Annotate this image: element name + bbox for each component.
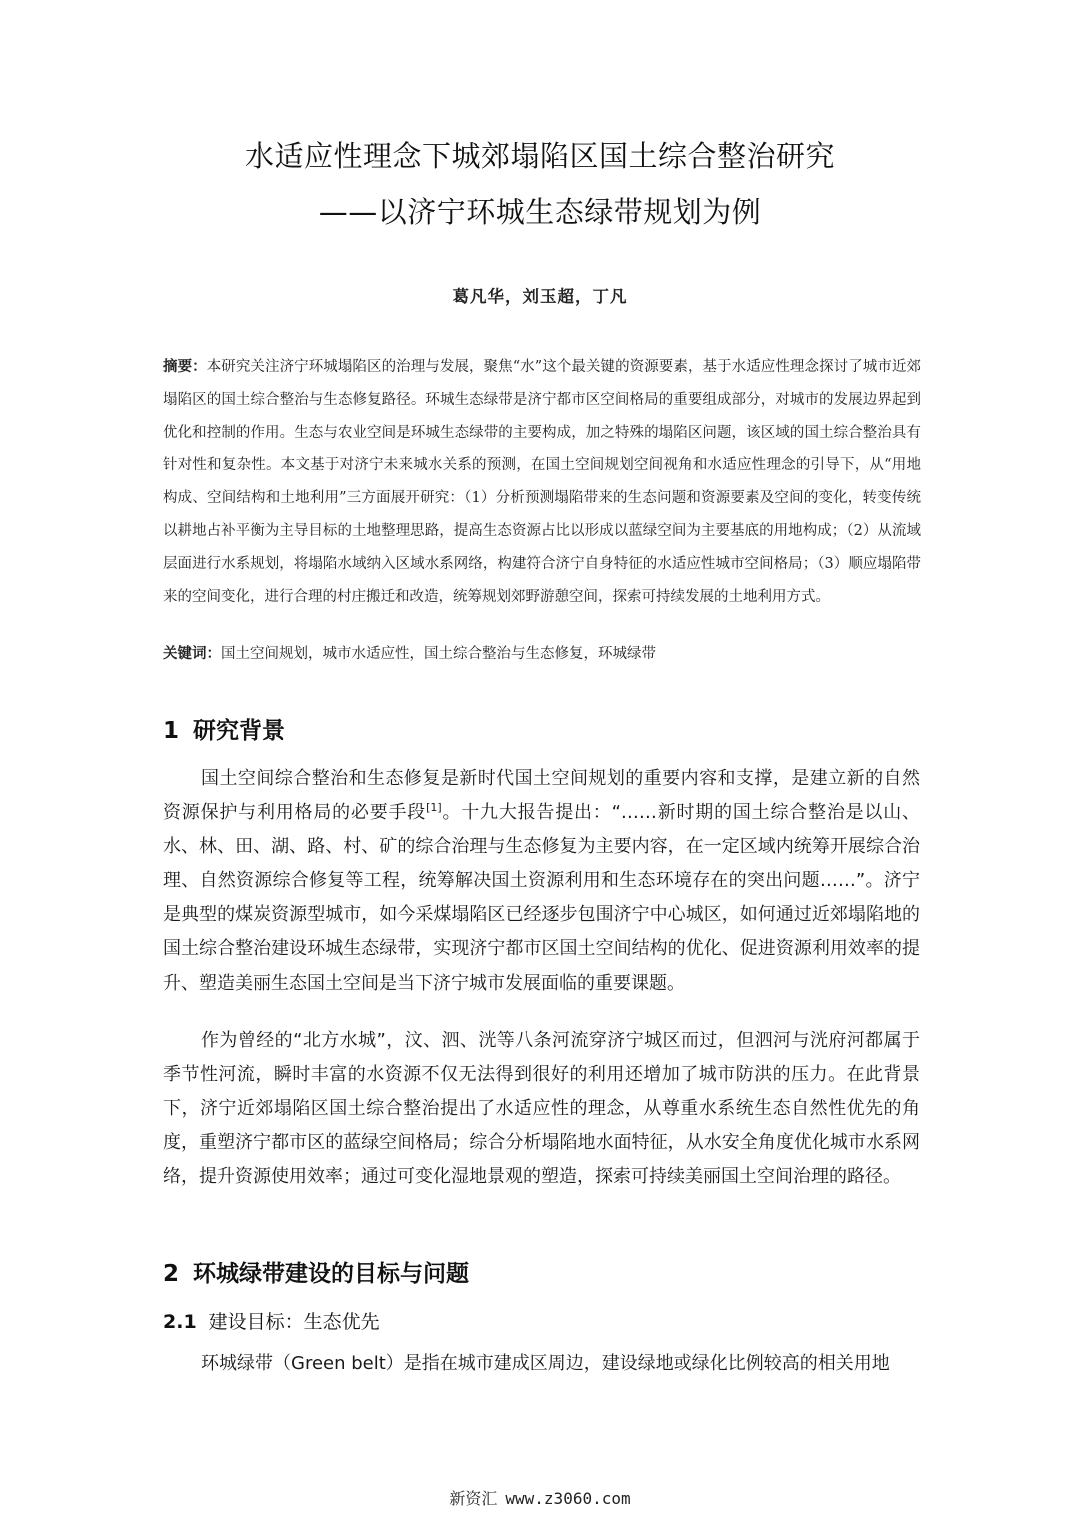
section-1-p1-text-a: 国土空间综合整治和生态修复是新时代国土空间规划的重要内容和支撑，是建立新的自然资源保护与利用格局的必要手段 <box>163 768 920 824</box>
paper-subtitle: ——以济宁环城生态绿带规划为例 <box>318 195 762 229</box>
page-footer <box>0 1486 1080 1509</box>
section-2-1-title: 建设目标：生态优先 <box>208 1311 380 1333</box>
footer-site-name: 新资汇 <box>449 1489 498 1508</box>
paper-title: 水适应性理念下城郊塌陷区国土综合整治研究 <box>244 139 835 173</box>
author-list: 葛凡华，刘玉超，丁凡 <box>452 287 628 306</box>
section-1-paragraph-2: 作为曾经的“北方水城”，汶、泗、洸等八条河流穿济宁城区而过，但泗河与洸府河都属于季节性河流，瞬时丰富的水资源不仅无法得到很好的利用还增加了城市防洪的压力。在此背景下，济宁近郊塌陷区国土综合整治提出了水适应性的理念，从尊重水系统生态自然性优先的角度，重塑济宁都市区的蓝绿空间格局；综合分析塌陷地水面特征，从水安全角度优化城市水系网络，提升资源使用效率；通过可变化湿地景观的塑造，探索可持续美丽国土空间治理的路径。 <box>163 1030 920 1188</box>
citation-ref: [1] <box>426 801 442 815</box>
section-2-number: 2 <box>163 1261 180 1287</box>
section-2-heading <box>163 1255 469 1288</box>
section-2-1-number: 2.1 <box>163 1311 197 1333</box>
keywords-label: 关键词： <box>163 645 221 662</box>
footer-url: www.z3060.com <box>505 1489 631 1508</box>
section-1-number: 1 <box>163 718 180 744</box>
section-2-1-heading <box>163 1307 380 1334</box>
abstract-text: 本研究关注济宁环城塌陷区的治理与发展，聚焦“水”这个最关键的资源要素，基于水适应性理念探讨了城市近郊塌陷区的国土综合整治与生态修复路径。环城生态绿带是济宁都市区空间格局的重要组成部分，对城市的发展边界起到优化和控制的作用。生态与农业空间是环城生态绿带的主要构成，加之特殊的塌陷区问题，该区域的国土综合整治具有针对性和复杂性。本文基于对济宁未来城水关系的预测，在国土空间规划空间视角和水适应性理念的引导下，从“用地构成、空间结构和土地利用”三方面展开研究：（1）分析预测塌陷带来的生态问题和资源要素及空间的变化，转变传统以耕地占补平衡为主导目标的土地整理思路，提高生态资源占比以形成以蓝绿空间为主要基底的用地构成；（2）从流域层面进行水系规划，将塌陷水域纳入区域水系网络，构建符合济宁自身特征的水适应性城市空间格局；（3）顺应塌陷带来的空间变化，进行合理的村庄搬迁和改造，统筹规划郊野游憩空间，探索可持续发展的土地利用方式。 <box>163 359 922 605</box>
section-1-title: 研究背景 <box>193 718 286 744</box>
section-1-paragraph-1 <box>163 762 920 1001</box>
abstract-label: 摘要： <box>163 358 207 375</box>
keywords-text: 国土空间规划，城市水适应性，国土综合整治与生态修复，环城绿带 <box>221 646 656 662</box>
section-2-1-paragraph-1: 环城绿带（Green belt）是指在城市建成区周边，建设绿地或绿化比例较高的相关用地 <box>201 1353 890 1374</box>
abstract <box>163 351 921 613</box>
section-1-p1-text-b: 。十九大报告提出：“……新时期的国土综合整治是以山、水、林、田、湖、路、村、矿的综合治理与生态修复为主要内容，在一定区域内统筹开展综合治理、自然资源综合修复等工程，统筹解决国土资源利用和生态环境存在的突出问题……”。济宁是典型的煤炭资源型城市，如今采煤塌陷区已经逐步包围济宁中心城区，如何通过近郊塌陷地的国土综合整治建设环城生态绿带，实现济宁都市区国土空间结构的优化、促进资源利用效率的提升、塑造美丽生态国土空间是当下济宁城市发展面临的重要课题。 <box>163 802 921 994</box>
section-2-title: 环城绿带建设的目标与问题 <box>193 1261 470 1287</box>
section-1-heading <box>163 712 285 745</box>
keywords <box>163 640 921 668</box>
